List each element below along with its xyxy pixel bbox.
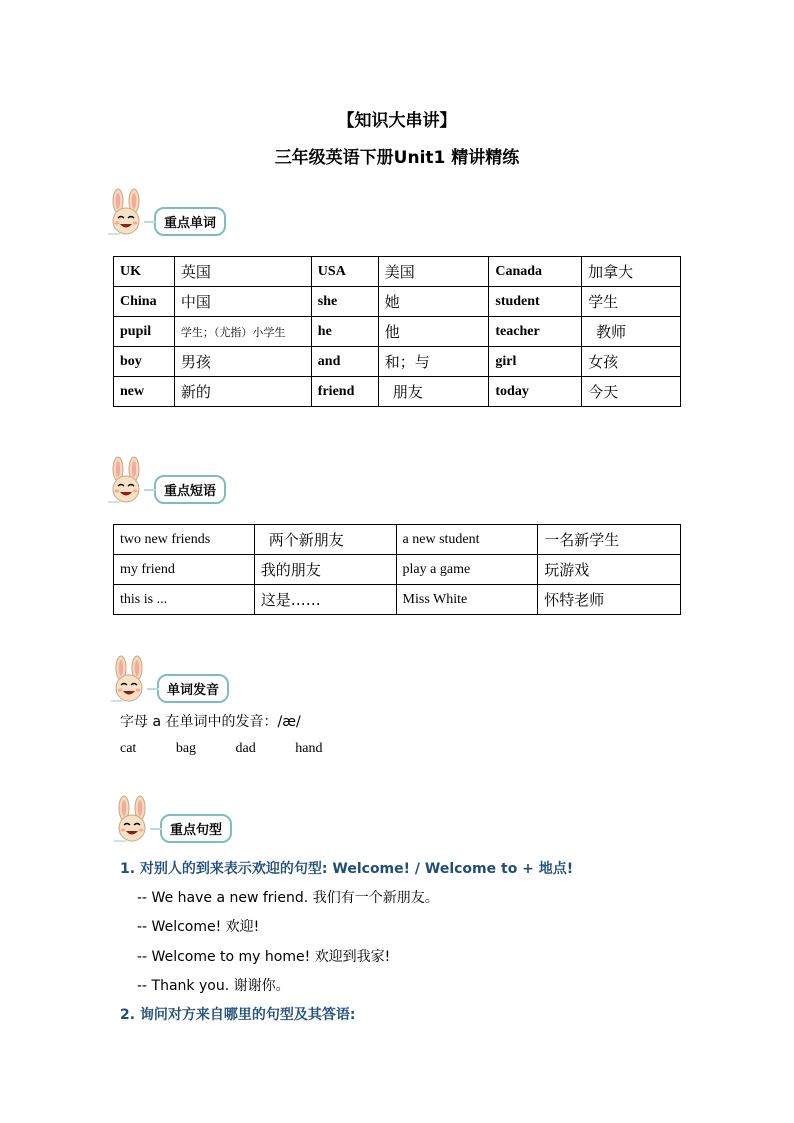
table-row [114, 525, 681, 555]
vocab-meaning: 美国 [378, 257, 489, 287]
section-header-phonics [107, 655, 267, 703]
phrase-zh: 玩游戏 [538, 555, 681, 585]
vocab-word: she [311, 287, 378, 317]
phrase-zh: 一名新学生 [538, 525, 681, 555]
sentence-point-1: 1. 对别人的到来表示欢迎的句型: Welcome! / Welcome to + 地点! [120, 861, 574, 877]
vocab-word: he [311, 317, 378, 347]
vocab-word: student [489, 287, 582, 317]
table-row [114, 555, 681, 585]
example-sentence: -- Welcome! 欢迎! [137, 919, 260, 935]
bunny-icon [110, 795, 156, 843]
vocab-word: Canada [489, 257, 582, 287]
vocab-word: friend [311, 377, 378, 407]
section-header-words [104, 188, 264, 236]
phrase-zh: 怀特老师 [538, 585, 681, 615]
phrase-zh: 这是…… [254, 585, 396, 615]
vocab-word: new [114, 377, 175, 407]
phrase-en: a new student [396, 525, 538, 555]
vocab-meaning: 加拿大 [582, 257, 681, 287]
vocab-meaning: 他 [378, 317, 489, 347]
example-sentence: -- Welcome to my home! 欢迎到我家! [137, 949, 391, 965]
vocab-meaning: 学生；（尤指）小学生 [174, 317, 311, 347]
section-label-phonics: 单词发音 [157, 674, 229, 703]
vocab-word: boy [114, 347, 175, 377]
vocab-word: USA [311, 257, 378, 287]
phonics-word: dad [235, 741, 256, 756]
vocab-word: and [311, 347, 378, 377]
vocab-word: today [489, 377, 582, 407]
phonics-word: cat [120, 741, 137, 756]
vocab-word: pupil [114, 317, 175, 347]
vocab-word: girl [489, 347, 582, 377]
table-row [114, 377, 681, 407]
vocab-meaning: 她 [378, 287, 489, 317]
bunny-icon [104, 188, 150, 236]
sentence-point-2: 2. 询问对方来自哪里的句型及其答语: [120, 1007, 356, 1023]
phonics-rule: 字母 a 在单词中的发音：/æ/ [120, 714, 301, 730]
vocab-meaning: 学生 [582, 287, 681, 317]
section-label-words: 重点单词 [154, 207, 226, 236]
vocab-table [113, 256, 681, 407]
vocab-meaning: 和；与 [378, 347, 489, 377]
bunny-icon [104, 456, 150, 504]
phrase-en: my friend [114, 555, 255, 585]
example-sentence: -- We have a new friend. 我们有一个新朋友。 [137, 890, 439, 906]
vocab-meaning: 女孩 [582, 347, 681, 377]
phrase-en: two new friends [114, 525, 255, 555]
document-title: 【知识大串讲】 [337, 111, 457, 131]
phrase-en: Miss White [396, 585, 538, 615]
vocab-word: UK [114, 257, 175, 287]
phrase-table [113, 524, 681, 615]
phonics-word: hand [295, 741, 323, 756]
vocab-meaning: 朋友 [378, 377, 489, 407]
phonics-word: bag [175, 741, 197, 756]
section-label-sentences: 重点句型 [160, 814, 232, 843]
section-header-sentences [110, 795, 270, 843]
vocab-meaning: 英国 [174, 257, 311, 287]
vocab-word: China [114, 287, 175, 317]
table-row [114, 585, 681, 615]
section-label-phrases: 重点短语 [154, 475, 226, 504]
example-sentence: -- Thank you. 谢谢你。 [137, 978, 290, 994]
vocab-meaning: 中国 [174, 287, 311, 317]
phrase-en: play a game [396, 555, 538, 585]
table-row [114, 347, 681, 377]
document-subtitle: 三年级英语下册Unit1 精讲精练 [274, 148, 520, 168]
table-row [114, 317, 681, 347]
vocab-meaning: 今天 [582, 377, 681, 407]
section-header-phrases [104, 456, 264, 504]
table-row [114, 287, 681, 317]
phrase-zh: 两个新朋友 [254, 525, 396, 555]
vocab-meaning: 教师 [582, 317, 681, 347]
phrase-zh: 我的朋友 [254, 555, 396, 585]
vocab-word: teacher [489, 317, 582, 347]
vocab-meaning: 男孩 [174, 347, 311, 377]
bunny-icon [107, 655, 153, 703]
vocab-meaning: 新的 [174, 377, 311, 407]
phrase-en: this is ... [114, 585, 255, 615]
phonics-words [120, 741, 358, 757]
table-row [114, 257, 681, 287]
